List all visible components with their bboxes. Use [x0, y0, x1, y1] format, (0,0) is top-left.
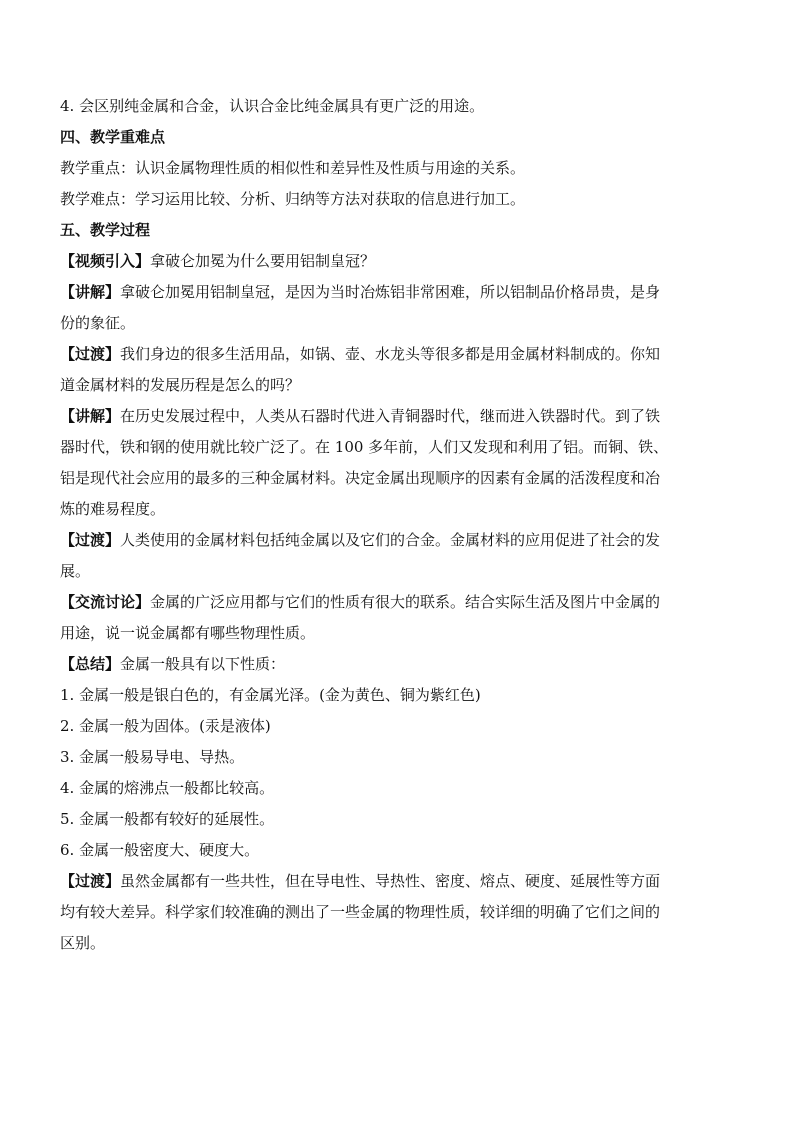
paragraph-line — [60, 437, 720, 457]
paragraph-text: 人类使用的金属材料包括纯金属以及它们的合金。金属材料的应用促进了社会的发 — [120, 531, 661, 549]
section-heading-key-points: 四、教学重难点 — [60, 128, 166, 146]
paragraph-line — [60, 871, 720, 891]
paragraph-line — [60, 251, 720, 271]
key-point-focus: 教学重点：认识金属物理性质的相似性和差异性及性质与用途的关系。 — [60, 159, 526, 177]
paragraph-text: 器时代，铁和钢的使用就比较广泛了。在 100 多年前，人们又发现和利用了铝。而铜、铁、 — [60, 438, 669, 456]
paragraph-line — [60, 499, 720, 519]
closing-transition — [60, 871, 720, 953]
property-item-5: 5. 金属一般都有较好的延展性。 — [60, 810, 275, 828]
paragraph-text: 在历史发展过程中，人类从石器时代进入青铜器时代，继而进入铁器时代。到了铁 — [120, 407, 661, 425]
paragraph-line — [60, 468, 720, 488]
paragraph-line — [60, 344, 720, 364]
section-tag: 【过渡】 — [60, 872, 121, 890]
teaching-paragraph-5 — [60, 530, 720, 581]
paragraph-line — [60, 592, 720, 612]
property-item-4: 4. 金属的熔沸点一般都比较高。 — [60, 779, 275, 797]
teaching-paragraph-2 — [60, 282, 720, 333]
property-item-3: 3. 金属一般易导电、导热。 — [60, 748, 245, 766]
paragraph-text: 拿破仑加冕用铝制皇冠，是因为当时冶炼铝非常困难，所以铝制品价格昂贵，是身 — [120, 283, 661, 301]
teaching-process-paragraphs — [60, 251, 720, 674]
paragraph-line — [60, 902, 720, 922]
paragraph-line — [60, 313, 720, 333]
teaching-paragraph-7 — [60, 654, 720, 674]
property-item-6: 6. 金属一般密度大、硬度大。 — [60, 841, 260, 859]
closing-paragraph — [60, 871, 720, 953]
section-tag: 【讲解】 — [60, 407, 121, 425]
key-point-difficulty: 教学难点：学习运用比较、分析、归纳等方法对获取的信息进行加工。 — [60, 190, 526, 208]
paragraph-text: 区别。 — [60, 934, 106, 952]
paragraph-line — [60, 530, 720, 550]
section-tag: 【视频引入】 — [60, 252, 151, 270]
teaching-paragraph-6 — [60, 592, 720, 643]
section-tag: 【总结】 — [60, 655, 121, 673]
paragraph-text: 炼的难易程度。 — [60, 500, 166, 518]
section-tag: 【过渡】 — [60, 531, 121, 549]
paragraph-line — [60, 654, 720, 674]
paragraph-text: 拿破仑加冕为什么要用铝制皇冠？ — [150, 252, 376, 270]
paragraph-text: 金属一般具有以下性质： — [120, 655, 286, 673]
paragraph-line — [60, 406, 720, 426]
property-item-1: 1. 金属一般是银白色的，有金属光泽。(金为黄色、铜为紫红色) — [60, 686, 481, 704]
paragraph-text: 金属的广泛应用都与它们的性质有很大的联系。结合实际生活及图片中金属的 — [150, 593, 661, 611]
property-item-2: 2. 金属一般为固体。(汞是液体) — [60, 717, 271, 735]
paragraph-text: 铝是现代社会应用的最多的三种金属材料。决定金属出现顺序的因素有金属的活泼程度和冶 — [60, 469, 661, 487]
teaching-paragraph-4 — [60, 406, 720, 519]
section-tag: 【交流讨论】 — [60, 593, 151, 611]
teaching-paragraph-3 — [60, 344, 720, 395]
paragraph-text: 份的象征。 — [60, 314, 136, 332]
paragraph-line — [60, 623, 720, 643]
paragraph-text: 我们身边的很多生活用品，如锅、壶、水龙头等很多都是用金属材料制成的。你知 — [120, 345, 661, 363]
paragraph-text: 用途，说一说金属都有哪些物理性质。 — [60, 624, 316, 642]
document-content — [60, 96, 720, 953]
teaching-paragraph-1 — [60, 251, 720, 271]
paragraph-line — [60, 933, 720, 953]
section-heading-teaching-process: 五、教学过程 — [60, 221, 151, 239]
paragraph-text: 虽然金属都有一些共性，但在导电性、导热性、密度、熔点、硬度、延展性等方面 — [120, 872, 661, 890]
paragraph-line — [60, 282, 720, 302]
paragraph-line — [60, 561, 720, 581]
metal-properties-list — [60, 685, 720, 860]
objective-item-4: 4. 会区别纯金属和合金，认识合金比纯金属具有更广泛的用途。 — [60, 97, 485, 115]
paragraph-text: 展。 — [60, 562, 91, 580]
section-tag: 【讲解】 — [60, 283, 121, 301]
paragraph-text: 均有较大差异。科学家们较准确的测出了一些金属的物理性质，较详细的明确了它们之间的 — [60, 903, 661, 921]
section-tag: 【过渡】 — [60, 345, 121, 363]
paragraph-line — [60, 375, 720, 395]
paragraph-text: 道金属材料的发展历程是怎么的吗？ — [60, 376, 301, 394]
